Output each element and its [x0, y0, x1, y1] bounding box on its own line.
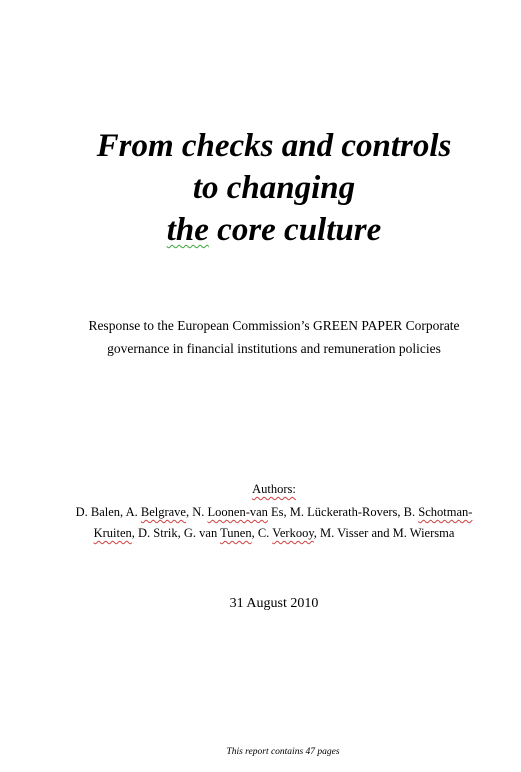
document-title [0, 125, 521, 251]
author-text: Es, M. Lückerath-Rovers, B. [267, 505, 419, 519]
author-text: , D. Strik, G. van [131, 526, 221, 540]
authors-list [0, 502, 521, 544]
subtitle-line-1: Response to the European Commission’s GREEN PAPER Corporate [88, 318, 460, 333]
title-word-spellcheck: the [166, 212, 209, 248]
author-text: , M. Visser and M. Wiersma [313, 526, 455, 540]
subtitle-line-2: governance in financial institutions and remuneration policies [107, 341, 441, 356]
author-text: , N. [185, 505, 208, 519]
author-name-spellcheck: Loonen-van [207, 505, 268, 519]
author-name-spellcheck: Schotman- [418, 505, 473, 519]
author-text: , C. [251, 526, 273, 540]
authors-label-text: Authors: [252, 482, 296, 496]
document-subtitle [0, 314, 521, 360]
title-line-1: From checks and controls [96, 128, 452, 164]
author-name-spellcheck: Belgrave [140, 505, 186, 519]
author-name-spellcheck: Verkooy [272, 526, 314, 540]
authors-line-2 [0, 523, 521, 544]
title-line-3 [0, 209, 521, 251]
document-date: 31 August 2010 [229, 596, 319, 611]
page-count-note: This report contains 47 pages [226, 747, 340, 757]
title-line-3-rest: core culture [208, 212, 382, 248]
authors-line-1 [0, 502, 521, 523]
title-line-2: to changing [192, 170, 356, 206]
author-name-spellcheck: Tunen [220, 526, 252, 540]
authors-label [0, 481, 521, 497]
author-text: D. Balen, A. [75, 505, 141, 519]
author-name-spellcheck: Kruiten [93, 526, 132, 540]
